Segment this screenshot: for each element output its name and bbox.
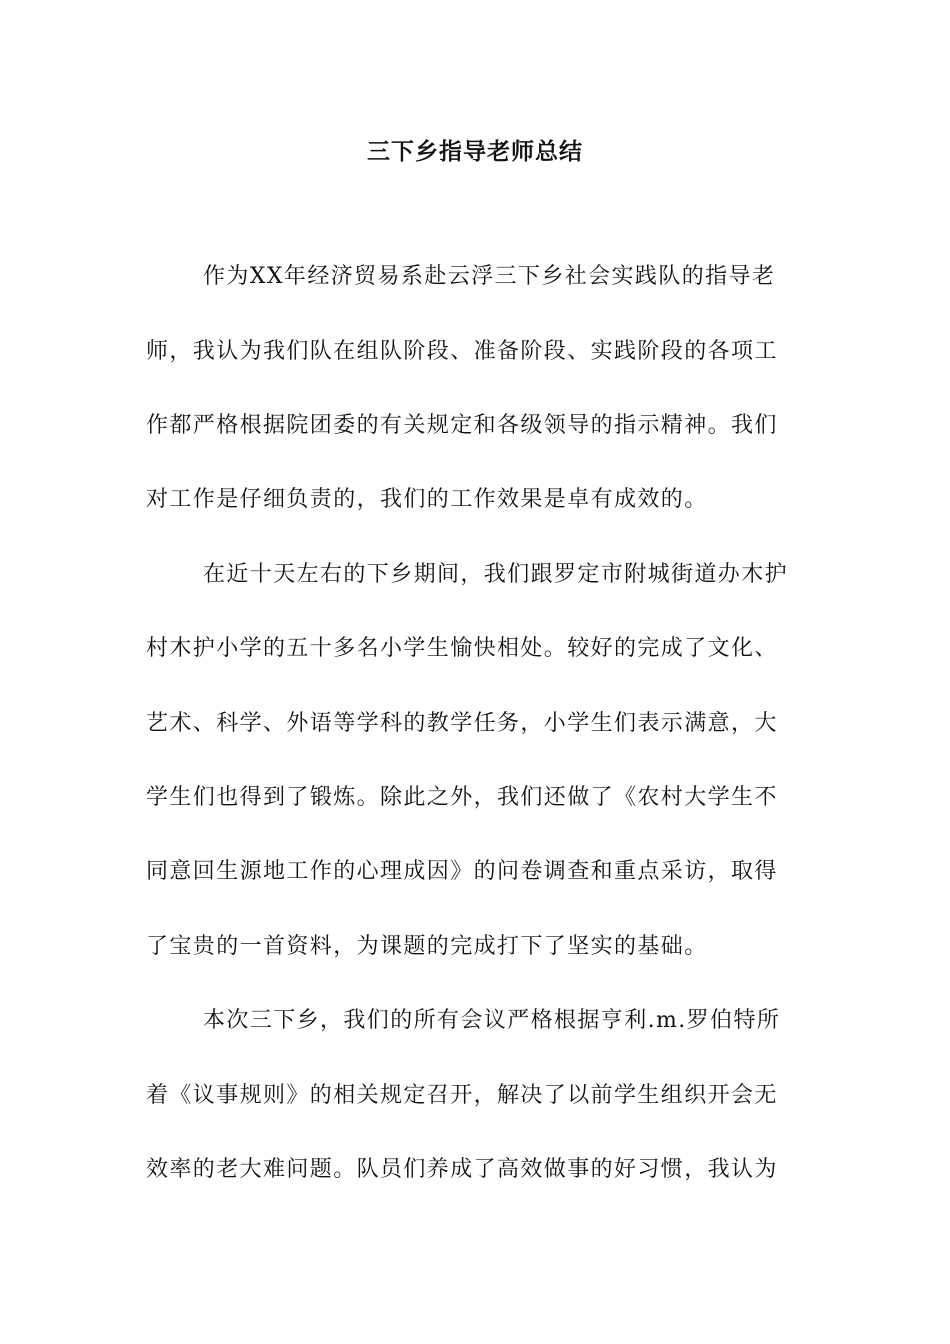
paragraph-line: 学生们也得到了锻炼。除此之外，我们还做了《农村大学生不	[146, 785, 778, 810]
paragraph-line: 作都严格根据院团委的有关规定和各级领导的指示精神。我们	[146, 413, 778, 438]
paragraph-line: 在近十天左右的下乡期间，我们跟罗定市附城街道办木护	[203, 562, 789, 587]
paragraph-line: 效率的老大难问题。队员们养成了高效做事的好习惯，我认为	[146, 1157, 778, 1182]
paragraph-line: 同意回生源地工作的心理成因》的问卷调查和重点采访，取得	[146, 859, 778, 884]
paragraph-line: 师，我认为我们队在组队阶段、准备阶段、实践阶段的各项工	[146, 339, 778, 364]
paragraph-line: 村木护小学的五十多名小学生愉快相处。较好的完成了文化、	[146, 636, 778, 661]
paragraph-line: 着《议事规则》的相关规定召开，解决了以前学生组织开会无	[146, 1083, 778, 1108]
paragraph-line: 艺术、科学、外语等学科的教学任务，小学生们表示满意，大	[146, 711, 778, 736]
paragraph-line: 了宝贵的一首资料，为课题的完成打下了坚实的基础。	[146, 934, 708, 959]
document-title: 三下乡指导老师总结	[367, 139, 583, 165]
paragraph-line: 对工作是仔细负责的，我们的工作效果是卓有成效的。	[146, 487, 708, 512]
paragraph-line: 作为XX年经济贸易系赴云浮三下乡社会实践队的指导老	[203, 264, 776, 289]
paragraph-line: 本次三下乡，我们的所有会议严格根据亨利.m.罗伯特所	[203, 1008, 781, 1033]
